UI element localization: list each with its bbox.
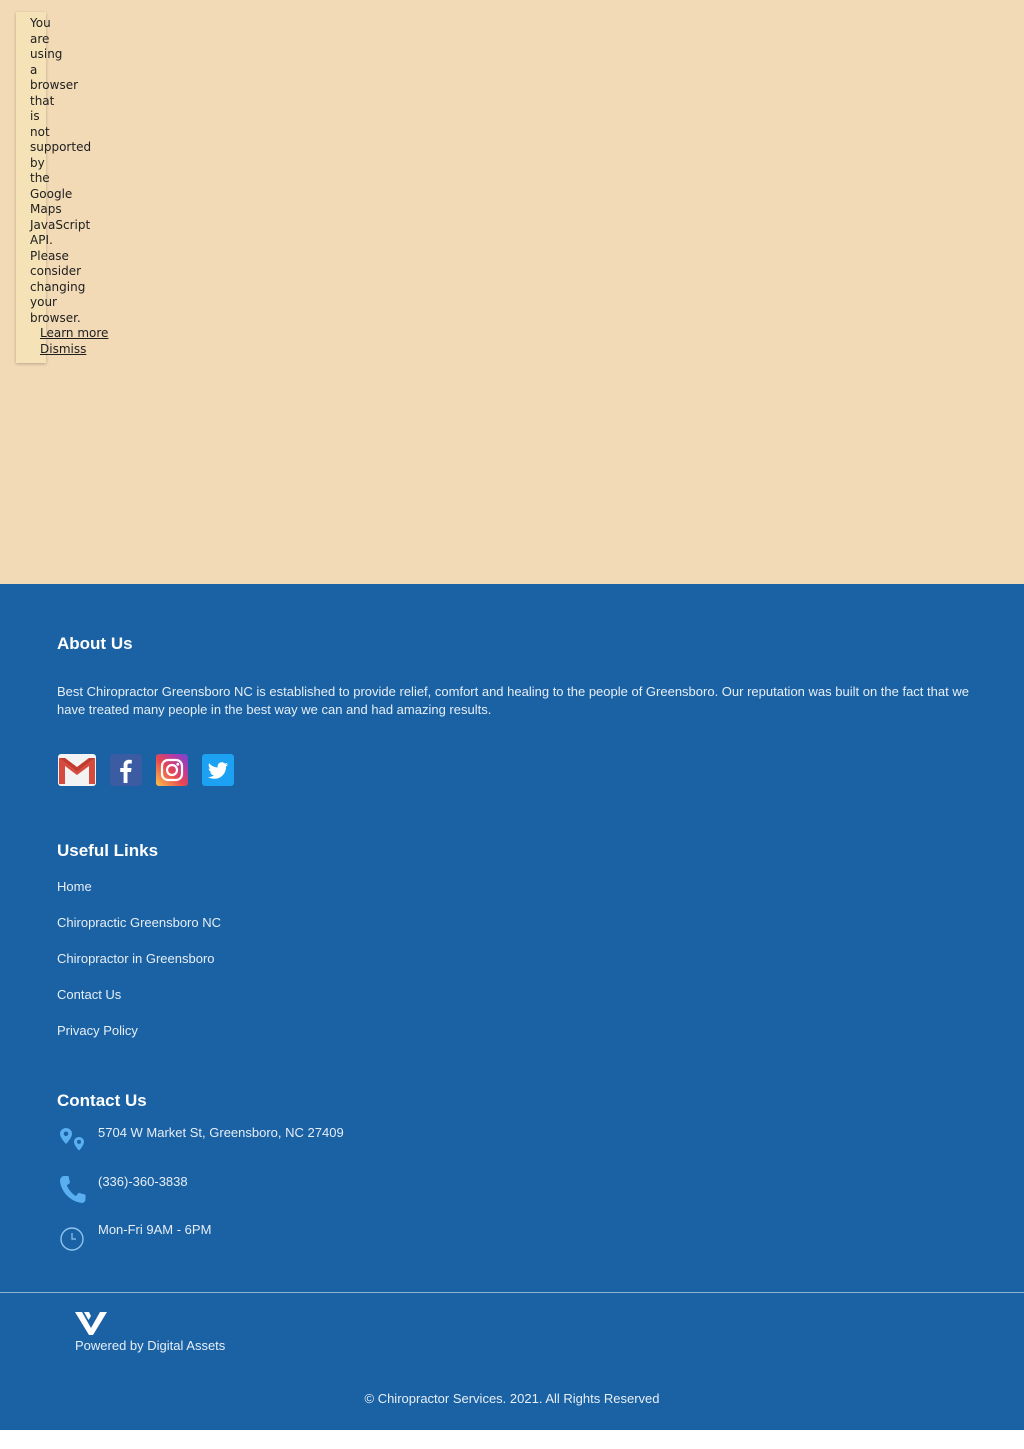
footer-divider <box>0 1292 1024 1293</box>
digital-assets-logo-icon[interactable] <box>75 1311 107 1335</box>
link-home[interactable]: Home <box>57 879 92 894</box>
phone-icon <box>57 1174 89 1206</box>
twitter-icon[interactable] <box>202 754 234 786</box>
page-bottom-strip <box>0 1430 1024 1449</box>
facebook-icon[interactable] <box>110 754 142 786</box>
dismiss-link[interactable]: Dismiss <box>40 341 87 356</box>
instagram-icon[interactable] <box>156 754 188 786</box>
link-privacy-policy[interactable]: Privacy Policy <box>57 1023 138 1038</box>
copyright-text: © Chiropractor Services. 2021. All Rights Reserved <box>364 1391 660 1406</box>
link-contact-us[interactable]: Contact Us <box>57 987 122 1002</box>
about-title: About Us <box>57 634 133 653</box>
gmail-icon[interactable] <box>58 754 96 786</box>
contact-phone <box>57 1174 188 1206</box>
link-chiropractic-greensboro[interactable]: Chiropractic Greensboro NC <box>57 915 222 930</box>
clock-icon <box>57 1222 89 1254</box>
contact-hours <box>57 1222 211 1254</box>
learn-more-link[interactable]: Learn more <box>40 326 109 340</box>
useful-links-title: Useful Links <box>57 841 159 860</box>
social-links <box>58 754 234 786</box>
contact-address <box>57 1125 344 1157</box>
browser-warning-box <box>16 12 109 363</box>
address-text: 5704 W Market St, Greensboro, NC 27409 <box>98 1125 344 1140</box>
phone-text: (336)-360-3838 <box>98 1174 188 1189</box>
about-text: Best Chiropractor Greensboro NC is established to provide relief, comfort and healing to the people of Greensboro. Our reputation was built on the fact that we have treated many people in the best way we can and had amazing results. <box>57 684 969 717</box>
footer <box>0 584 1024 1430</box>
browser-warning-text: You are using a browser that is not supported by the Google Maps JavaScript API. Please consider changing your browser. <box>30 16 92 325</box>
link-chiropractor-in-greensboro[interactable]: Chiropractor in Greensboro <box>57 951 215 966</box>
contact-title: Contact Us <box>57 1091 147 1110</box>
location-pin-icon <box>57 1125 89 1157</box>
useful-links-list <box>57 879 221 1059</box>
hours-text: Mon-Fri 9AM - 6PM <box>98 1222 212 1237</box>
powered-by-text[interactable]: Powered by Digital Assets <box>75 1338 226 1353</box>
map-area[interactable] <box>0 0 1024 584</box>
